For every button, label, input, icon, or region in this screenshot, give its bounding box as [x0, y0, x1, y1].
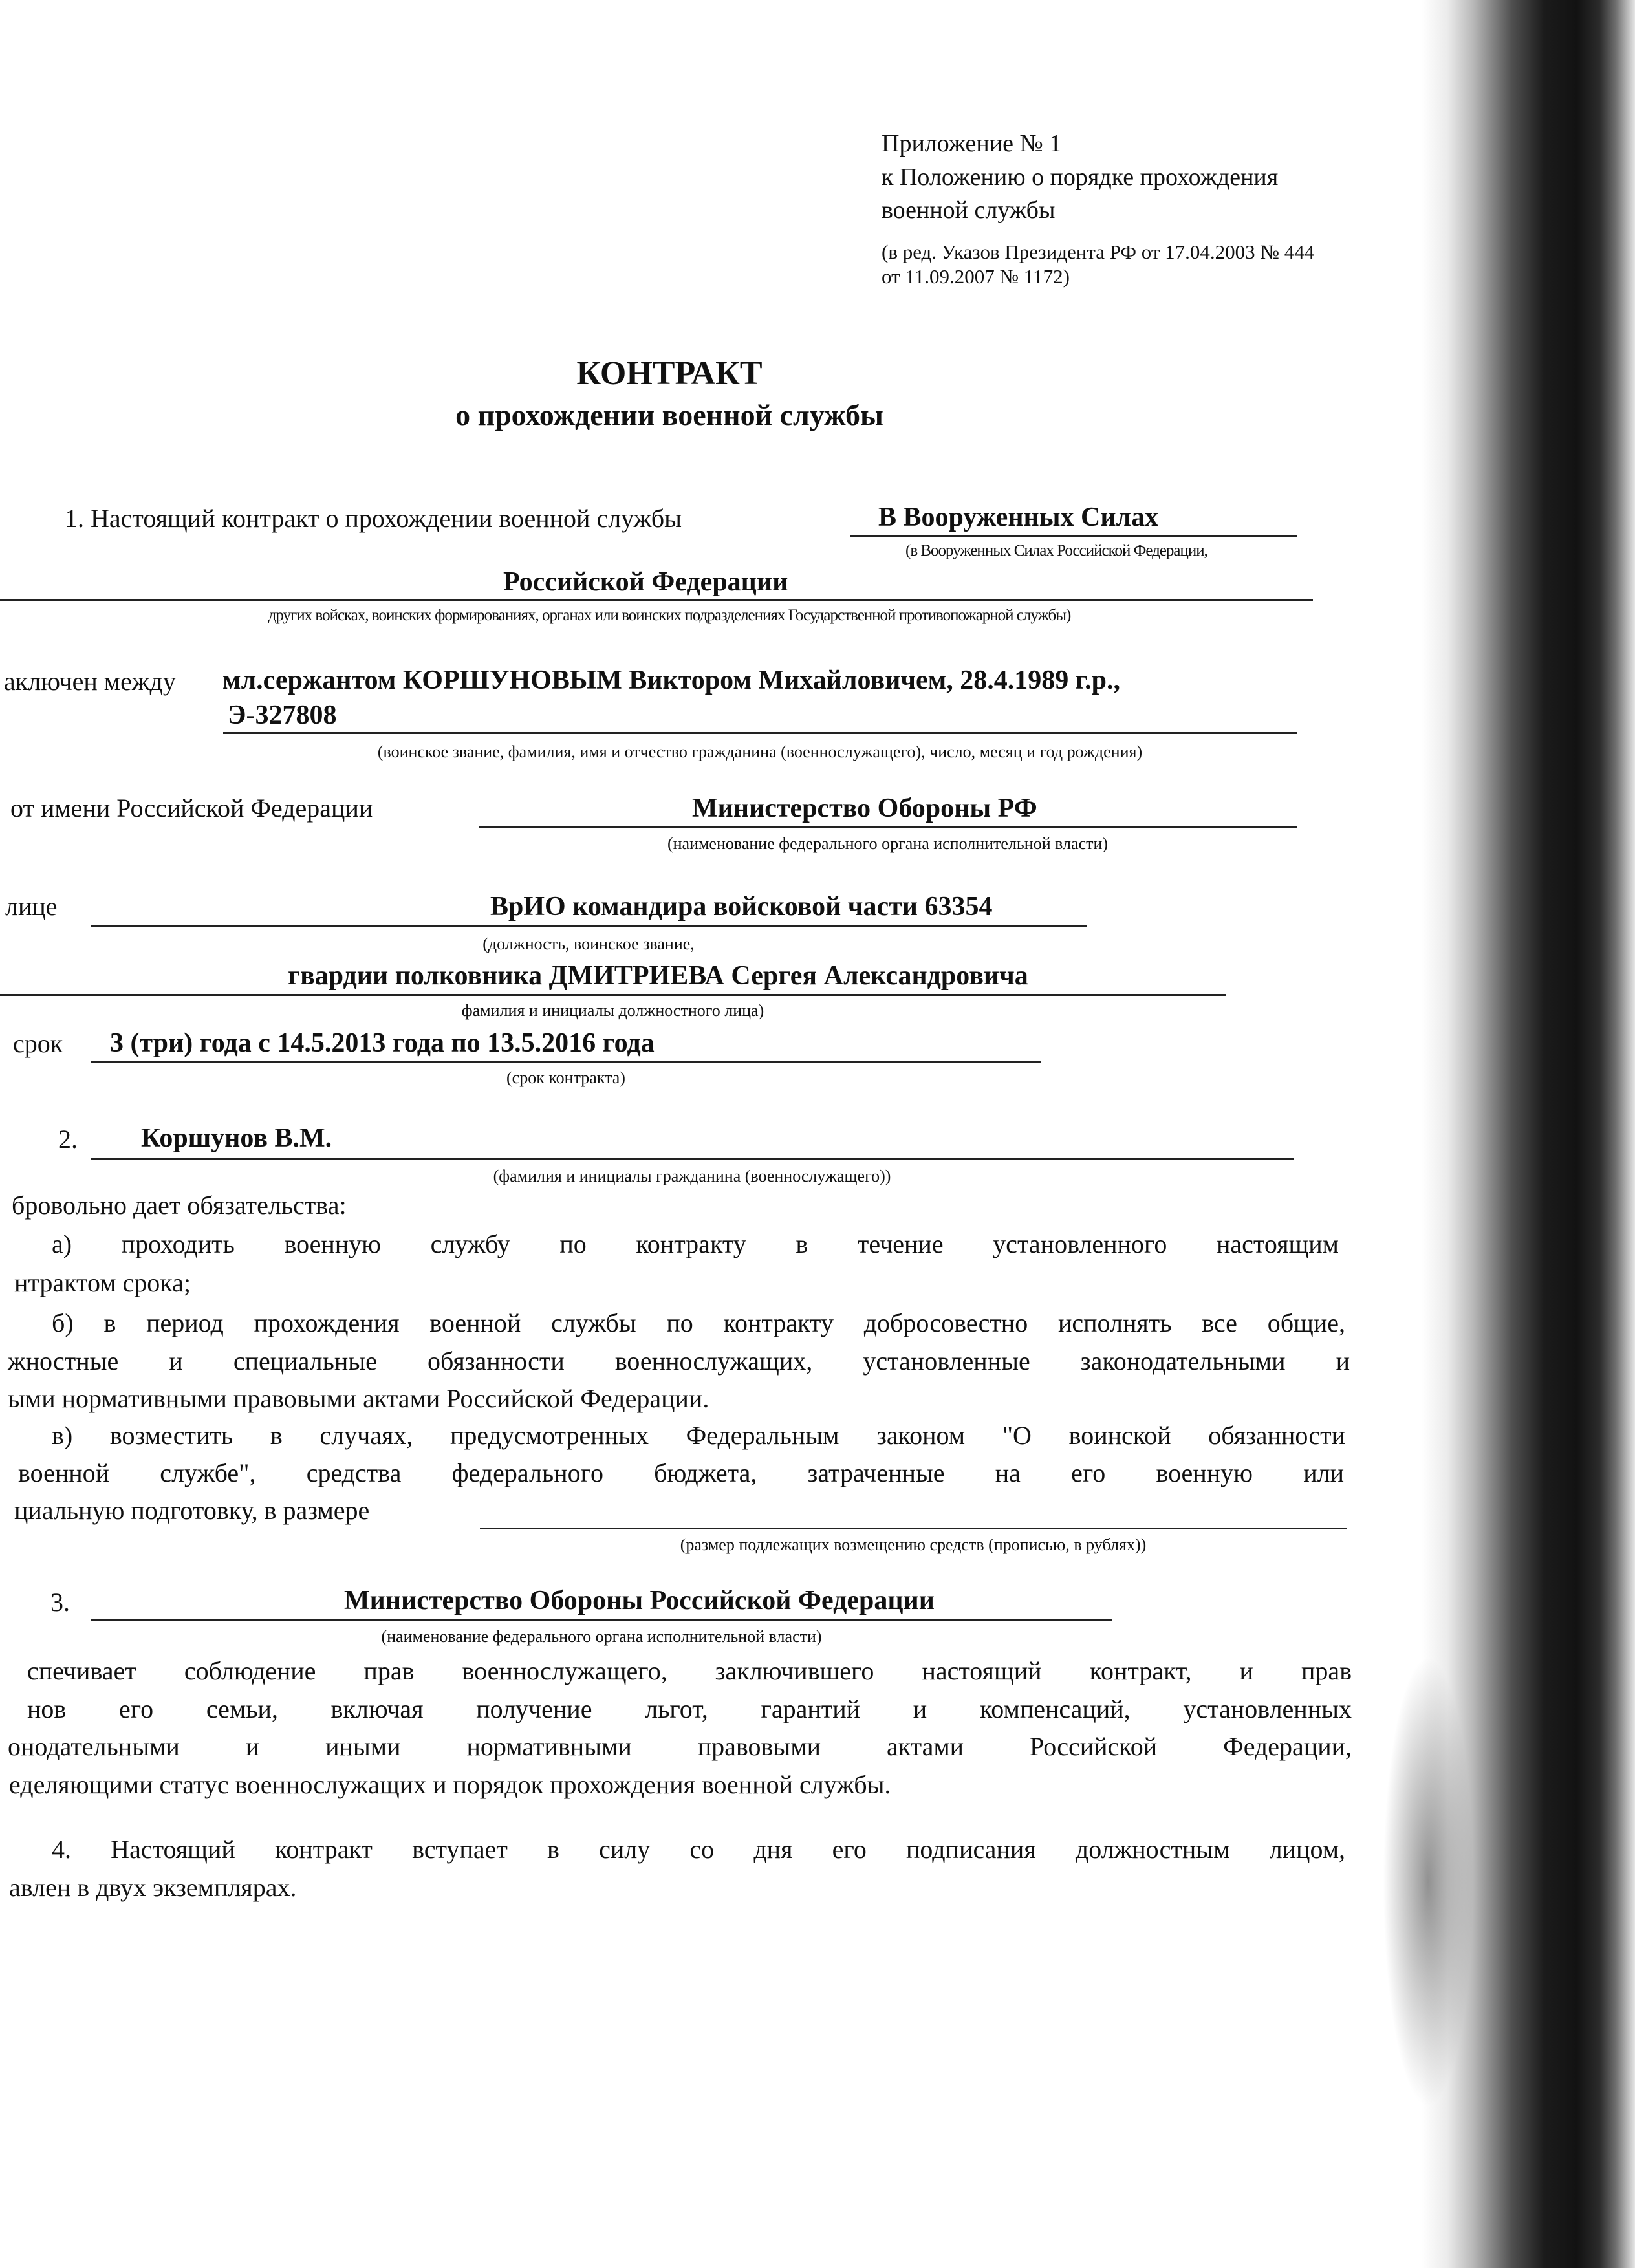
caption-org: (наименование федерального органа исполнительной власти) — [667, 834, 1109, 853]
field-line-name — [91, 1158, 1294, 1160]
field-line-service — [850, 535, 1297, 537]
field-line-official-2 — [0, 994, 1226, 996]
field-org: Министерство Обороны РФ — [692, 794, 1037, 823]
section1-intro: 1. Настоящий контракт о прохождении военной службы — [65, 504, 682, 533]
field-person-2: Э-327808 — [228, 700, 337, 730]
caption-name: (фамилия и инициалы гражданина (военнослужащего)) — [493, 1167, 891, 1185]
obligation-c-line-3: циальную подготовку, в размере — [14, 1496, 370, 1525]
field-line-org — [479, 826, 1297, 828]
face-label: лице — [5, 892, 58, 921]
obligation-a-line-1: а) проходить военную службу по контракту в течение установленного настоящим — [52, 1229, 1339, 1258]
field-person: мл.сержантом КОРШУНОВЫМ Виктором Михайловичем, 28.4.1989 г.р., — [222, 665, 1120, 695]
obligation-b-line-1: б) в период прохождения военной службы по контракту добросовестно исполнять все общие, — [52, 1308, 1345, 1337]
term-label: срок — [13, 1029, 63, 1058]
appendix-line-1: Приложение № 1 — [882, 130, 1062, 157]
caption-service-1: (в Вооруженных Силах Российской Федерации, — [905, 542, 1207, 559]
section2-lead: бровольно дает обязательства: — [12, 1191, 347, 1220]
caption-official: (должность, воинское звание, — [482, 934, 695, 953]
field-official: ВрИО командира войсковой части 63354 — [490, 892, 993, 922]
field-line-org-3 — [91, 1619, 1112, 1621]
section4-line-1: 4. Настоящий контракт вступает в силу со дня его подписания должностным лицом, — [52, 1835, 1345, 1864]
obligation-a-line-2: нтрактом срока; — [14, 1268, 191, 1297]
caption-official-2: фамилия и инициалы должностного лица) — [461, 1001, 764, 1020]
field-official-2: гвардии полковника ДМИТРИЕВА Сергея Александровича — [288, 961, 1028, 991]
caption-org-3: (наименование федерального органа исполнительной власти) — [381, 1627, 822, 1646]
field-line-amount — [480, 1528, 1347, 1529]
section4-line-2: авлен в двух экземплярах. — [9, 1873, 297, 1902]
caption-amount: (размер подлежащих возмещению средств (прописью, в рублях)) — [680, 1535, 1147, 1554]
field-service-2: Российской Федерации — [503, 567, 788, 597]
field-line-term — [91, 1061, 1041, 1063]
section3-number: 3. — [50, 1588, 70, 1617]
caption-person: (воинское звание, фамилия, имя и отчество гражданина (военнослужащего), число, месяц и год рождения) — [377, 742, 1143, 761]
appendix-line-2: к Положению о порядке прохождения — [882, 164, 1279, 191]
appendix-line-3: военной службы — [882, 197, 1056, 224]
caption-term: (срок контракта) — [506, 1068, 625, 1087]
obligation-b-line-3: ыми нормативными правовыми актами Российской Федерации. — [8, 1384, 709, 1413]
appendix-line-4: (в ред. Указов Президента РФ от 17.04.2003 № 444 — [882, 241, 1315, 263]
section3-line-2: нов его семьи, включая получение льгот, гарантий и компенсаций, установленных — [27, 1694, 1352, 1723]
on-behalf-label: от имени Российской Федерации — [10, 794, 373, 823]
section2-number: 2. — [58, 1125, 78, 1154]
scanner-smudge — [1383, 1656, 1473, 2108]
obligation-c-line-2: военной службе", средства федерального бюджета, затраченные на его военную или — [18, 1458, 1344, 1487]
document-title: КОНТРАКТ — [576, 355, 763, 392]
field-service: В Вооруженных Силах — [878, 502, 1159, 532]
field-line-official — [91, 925, 1087, 927]
field-line-person — [223, 732, 1297, 734]
appendix-line-5: от 11.09.2007 № 1172) — [882, 265, 1070, 288]
field-line-service-2 — [0, 599, 1313, 601]
obligation-b-line-2: жностные и специальные обязанности военнослужащих, установленные законодательными и — [8, 1346, 1350, 1376]
section3-line-1: спечивает соблюдение прав военнослужащего, заключившего настоящий контракт, и прав — [27, 1656, 1352, 1685]
concluded-label: аключен между — [4, 667, 176, 696]
document-subtitle: о прохождении военной службы — [455, 398, 883, 431]
field-org-3: Министерство Обороны Российской Федерации — [344, 1586, 935, 1615]
section3-line-3: онодательными и иными нормативными правовыми актами Российской Федерации, — [8, 1732, 1352, 1761]
section3-line-4: еделяющими статус военнослужащих и порядок прохождения военной службы. — [9, 1770, 891, 1799]
field-name: Коршунов В.М. — [141, 1123, 332, 1153]
caption-service-2: других войсках, воинских формированиях, органах или воинских подразделениях Государственной противопожарной службы) — [268, 607, 1071, 624]
obligation-c-line-1: в) возместить в случаях, предусмотренных Федеральным законом "О воинской обязанности — [52, 1421, 1345, 1450]
field-term: 3 (три) года с 14.5.2013 года по 13.5.2016 года — [110, 1028, 655, 1058]
